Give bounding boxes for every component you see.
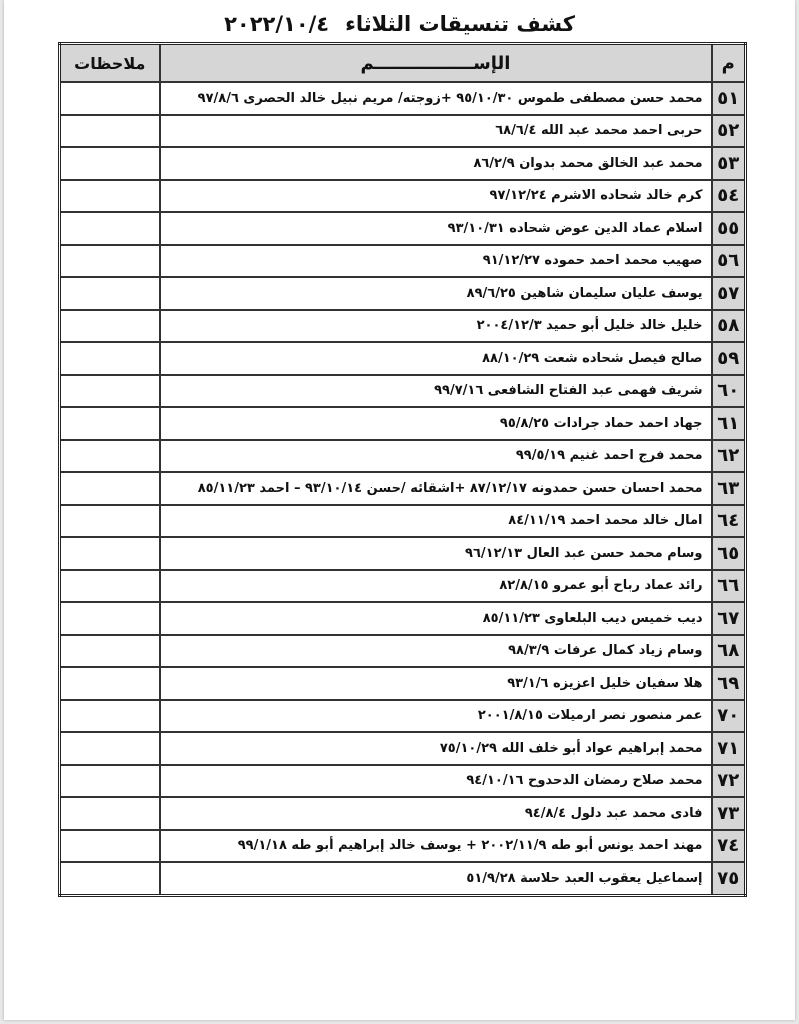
table-row xyxy=(60,212,746,245)
row-name: محمد صلاح رمضان الدحدوح ٩٤/١٠/١٦ xyxy=(160,765,712,798)
row-name: يوسف عليان سليمان شاهين ٨٩/٦/٢٥ xyxy=(160,277,712,310)
page-title xyxy=(4,8,795,40)
table-row xyxy=(60,245,746,278)
row-number: ٦٢ xyxy=(712,440,746,473)
table-row xyxy=(60,700,746,733)
row-name: جهاد احمد حماد جرادات ٩٥/٨/٢٥ xyxy=(160,407,712,440)
row-notes xyxy=(60,602,160,635)
row-name: مهند احمد يونس أبو طه ٢٠٠٢/١١/٩ + يوسف خالد إبراهيم أبو طه ٩٩/١/١٨ xyxy=(160,830,712,863)
row-name: وسام زياد كمال عرفات ٩٨/٣/٩ xyxy=(160,635,712,668)
row-number: ٦٣ xyxy=(712,472,746,505)
header-notes: ملاحظات xyxy=(60,44,160,83)
row-notes xyxy=(60,700,160,733)
row-number: ٦٦ xyxy=(712,570,746,603)
row-number: ٥٤ xyxy=(712,180,746,213)
row-number: ٥٣ xyxy=(712,147,746,180)
table-header-row xyxy=(60,44,746,83)
table-row xyxy=(60,375,746,408)
row-name: محمد عبد الخالق محمد بدوان ٨٦/٢/٩ xyxy=(160,147,712,180)
table-row xyxy=(60,180,746,213)
row-notes xyxy=(60,147,160,180)
row-name: فادى محمد عبد دلول ٩٤/٨/٤ xyxy=(160,797,712,830)
row-number: ٦٩ xyxy=(712,667,746,700)
row-name: رائد عماد رباح أبو عمرو ٨٢/٨/١٥ xyxy=(160,570,712,603)
row-notes xyxy=(60,667,160,700)
row-name: وسام محمد حسن عبد العال ٩٦/١٢/١٣ xyxy=(160,537,712,570)
table-row xyxy=(60,602,746,635)
row-number: ٥٥ xyxy=(712,212,746,245)
row-number: ٧١ xyxy=(712,732,746,765)
row-name: صهيب محمد احمد حموده ٩١/١٢/٢٧ xyxy=(160,245,712,278)
row-notes xyxy=(60,765,160,798)
row-number: ٦٨ xyxy=(712,635,746,668)
row-notes xyxy=(60,245,160,278)
table-row xyxy=(60,440,746,473)
row-number: ٧٣ xyxy=(712,797,746,830)
table-row xyxy=(60,830,746,863)
row-notes xyxy=(60,440,160,473)
header-name: الإســــــــــــــــم xyxy=(160,44,712,83)
row-name: محمد حسن مصطفى طموس ٩٥/١٠/٣٠ +زوجته/ مريم نبيل خالد الحصرى ٩٧/٨/٦ xyxy=(160,82,712,115)
title-date: ٢٠٢٢/١٠/٤ xyxy=(224,12,330,36)
row-number: ٧٢ xyxy=(712,765,746,798)
row-number: ٦١ xyxy=(712,407,746,440)
table-row xyxy=(60,505,746,538)
row-notes xyxy=(60,375,160,408)
row-number: ٧٤ xyxy=(712,830,746,863)
table-row xyxy=(60,407,746,440)
table-body xyxy=(60,82,746,895)
row-name: ديب خميس ديب البلعاوى ٨٥/١١/٢٣ xyxy=(160,602,712,635)
row-name: كرم خالد شحاده الاشرم ٩٧/١٢/٢٤ xyxy=(160,180,712,213)
row-name: محمد فرج احمد غنيم ٩٩/٥/١٩ xyxy=(160,440,712,473)
row-number: ٦٧ xyxy=(712,602,746,635)
row-name: عمر منصور نصر ارميلات ٢٠٠١/٨/١٥ xyxy=(160,700,712,733)
table-row xyxy=(60,862,746,895)
row-notes xyxy=(60,180,160,213)
row-number: ٦٥ xyxy=(712,537,746,570)
row-notes xyxy=(60,830,160,863)
table-row xyxy=(60,537,746,570)
table-row xyxy=(60,342,746,375)
row-name: محمد إبراهيم عواد أبو خلف الله ٧٥/١٠/٢٩ xyxy=(160,732,712,765)
row-notes xyxy=(60,570,160,603)
row-notes xyxy=(60,797,160,830)
row-name: حربى احمد محمد عبد الله ٦٨/٦/٤ xyxy=(160,115,712,148)
row-name: محمد احسان حسن حمدونه ٨٧/١٢/١٧ +اشقائه /حسن ٩٣/١٠/١٤ – احمد ٨٥/١١/٢٣ xyxy=(160,472,712,505)
row-notes xyxy=(60,862,160,895)
row-name: اسلام عماد الدين عوض شحاده ٩٣/١٠/٣١ xyxy=(160,212,712,245)
row-name: هلا سفيان خليل اعزيزه ٩٣/١/٦ xyxy=(160,667,712,700)
header-number: م xyxy=(712,44,746,83)
row-name: صالح فيصل شحاده شعت ٨٨/١٠/٢٩ xyxy=(160,342,712,375)
table-row xyxy=(60,570,746,603)
table-row xyxy=(60,310,746,343)
row-number: ٧٥ xyxy=(712,862,746,895)
row-number: ٥٨ xyxy=(712,310,746,343)
row-number: ٦٤ xyxy=(712,505,746,538)
table-row xyxy=(60,147,746,180)
table-row xyxy=(60,277,746,310)
table-row xyxy=(60,472,746,505)
row-notes xyxy=(60,732,160,765)
row-notes xyxy=(60,310,160,343)
table-row xyxy=(60,732,746,765)
row-number: ٥٧ xyxy=(712,277,746,310)
row-name: إسماعيل يعقوب العبد حلاسة ٥١/٩/٢٨ xyxy=(160,862,712,895)
row-notes xyxy=(60,635,160,668)
row-notes xyxy=(60,407,160,440)
row-notes xyxy=(60,82,160,115)
row-number: ٥٩ xyxy=(712,342,746,375)
row-notes xyxy=(60,115,160,148)
document-page xyxy=(4,0,795,1020)
row-number: ٦٠ xyxy=(712,375,746,408)
table-row xyxy=(60,765,746,798)
table-row xyxy=(60,82,746,115)
row-notes xyxy=(60,342,160,375)
row-number: ٥٦ xyxy=(712,245,746,278)
row-number: ٥٢ xyxy=(712,115,746,148)
row-notes xyxy=(60,212,160,245)
row-notes xyxy=(60,472,160,505)
row-name: خليل خالد خليل أبو حميد ٢٠٠٤/١٢/٣ xyxy=(160,310,712,343)
row-name: امال خالد محمد احمد ٨٤/١١/١٩ xyxy=(160,505,712,538)
table-row xyxy=(60,635,746,668)
table-row xyxy=(60,797,746,830)
row-name: شريف فهمى عبد الفتاح الشافعى ٩٩/٧/١٦ xyxy=(160,375,712,408)
row-number: ٧٠ xyxy=(712,700,746,733)
names-table xyxy=(58,42,747,897)
row-number: ٥١ xyxy=(712,82,746,115)
row-notes xyxy=(60,537,160,570)
row-notes xyxy=(60,505,160,538)
title-text: كشف تنسيقات الثلاثاء xyxy=(345,12,575,36)
table-row xyxy=(60,115,746,148)
table-row xyxy=(60,667,746,700)
row-notes xyxy=(60,277,160,310)
